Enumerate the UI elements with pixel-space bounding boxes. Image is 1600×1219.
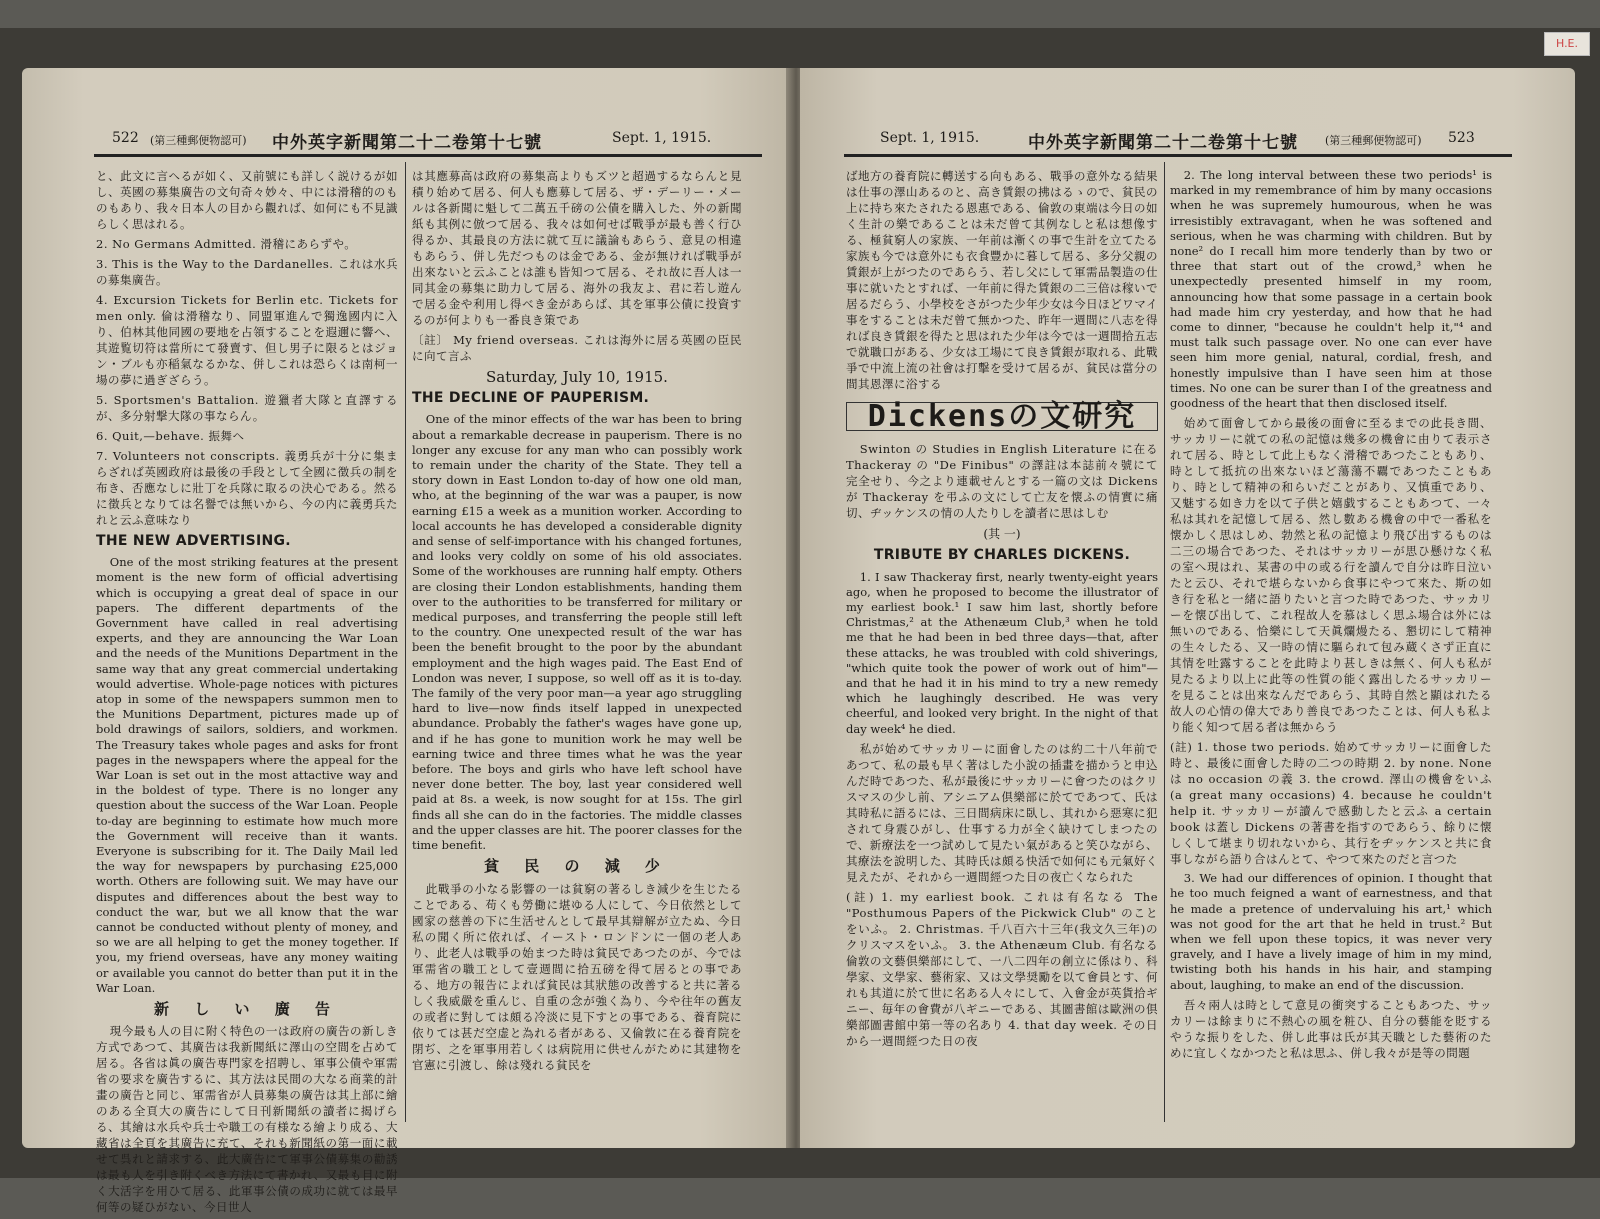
note: 4. Excursion Tickets for Berlin etc. Tickets for men only. 倫は滑稽なり、同盟軍進んで獨逸國内に入り、伯林其他同國の要地を占領することを遐邇に響へ、其遊覧切符は當所にて發賣す、但し男子に限るとはジョン・ブルも亦稲氣なるかな、併しこれは恐らくは南柯一場の夢に過ぎざらう。	[96, 293, 398, 387]
article-body-jp: 始めて面會してから最後の面會に至るまでの此長き間、サッカリーに就ての私の記憶は幾多の機會に由りて表示されて居る、時として此上もなく滑稽であつたこともあり、時として抵抗の出來ないほど蕩蕩不覊であつたこともあり、時として精神の和らいだことがあり、又慎重であり、又魅する如き力を以て子供と嬉戯することもあつて、一々私は其れを記憶して居る、然し數ある機會の中で一番私を懐かしく思はしめ、勃然と私の記憶より飛び出するものは二三の場合であつた、それはサッカリーが思ひ懸けなく私の室へ現はれ、某書の中の或る行を讀んで自分は昨日泣いたと云ひ、それで堪らないから食事にやつて來た、斯の如き行を私と一緒に語りたいと言つた時であつた、サッカリーを懐び出して、これ程故人を慕はしく思ふ場合は外には無いのである、恰樂にして天眞爛熳たる、懇切にして精神の生々したる、又一時の情に驅られて包み蔵くさず正直に其情を吐露することを此時より甚しきは無く、何人も私が見たるより以上に此等の性質の能く露出したるサッカリーを見ることは出來なんだであらう、其時自然と顯はれたる故人の心情の偉大であり善良であつたことは、何人も私より能く知つて居る者は無からう	[1170, 416, 1492, 735]
article-heading: THE DECLINE OF PAUPERISM.	[412, 390, 650, 407]
left-column-2	[412, 168, 742, 1077]
article-heading: TRIBUTE BY CHARLES DICKENS.	[873, 547, 1131, 564]
article-heading-jp: 新 し い 廣 告	[154, 1000, 340, 1019]
article-body: 1. I saw Thackeray first, nearly twenty-eight years ago, when he proposed to become the illustrator of my earliest book.¹ I saw him last, shortly before Christmas,² at the Athenæum Club,³ when he told me that he had been in bed three days—that, after these attacks, he was troubled with cold shiverings, "which quite took the power of work out of him"—and that he had it in his mind to try a new remedy which he laughingly described. He was very cheerful, and looked very bright. In the night of that day week⁴ he died.	[846, 569, 1158, 736]
notes: (註) 1. my earliest book. これは有名なる The "Posthumous Papers of the Pickwick Club" のことをいふ。 2. Christmas. 千八百六十三年(我文久三年)のクリスマスをいふ。 3. the Athenæum Club. 有名なる倫敦の文藝倶樂部にして、一八二四年の創立に係はり、科學家、文學家、藝術家、又は文學奨勵を以て會員とす、何れも其道に於て世に名ある人々にして、入會金が英貨拾ギニー、毎年の會費が八ギニーである、其圖書館は歐洲の倶樂部圖書館中第一等の名あり 4. that day week. その日から一週間經つた日の夜	[846, 889, 1158, 1048]
col-intro-jp: ば地方の養育院に轉送する向もある、戰爭の意外なる結果は仕事の澤山あるのと、高き賃銀の拂はるゝので、貧民の上に持ち來たされたる恩惠である、倫敦の東端は今日の如く生計の樂であることは未だ曾て其例なしと私は想像する、極貧窮人の家族、一年前は漸くの事で生計を立てたる家族も今では意外にも衣食豐かに暮して居る、多分父親の賃銀が上がつたのであらう、若し父にして軍需品製造の仕事に就いたとすれば、一年前に得た賃銀の二三倍は稼いで居るだらう、小學校をさがつた少年少女は今日ほどワマイ事をすることは未だ曾て無かつた、昨年一週間に八志を得れば良き賃銀を得たと思はれた少年は今では一週間拾五志で就職口がある、少女は工場にて良き賃銀が取れる、此戰爭で中流上流の社會は打擊を受けて居るが、貧民は當分の間其恩澤に浴する	[846, 169, 1158, 391]
issue-date: Saturday, July 10, 1915.	[486, 368, 668, 386]
article-body: One of the minor effects of the war has been to bring about a remarkable decrease in pauperism. There is no longer any excuse for any man who can possibly work to remain under the charity of the State. They tell a story down in East London to-day of how one old man, who, at the beginning of the war was a pauper, is now earning £15 a week as a munition worker. According to local accounts he has developed a considerable dignity and sense of self-importance with his changed fortunes, and looks very coldly on some of his old associates. Some of the workhouses are running half empty. Others are closing their London establishments, handing them over to the authorities to be transferred for military or medical purposes, and transferring the people still left to the country. One unexpected result of the war has been the benefit brought to the poor by the abundant employment and the high wages paid. The East End of London was never, I suppose, so well off as it is to-day. The family of the very poor man—a year ago struggling hard to live—now finds itself lapped in unexpected abundance. Probably the father's wages have gone up, and if he has gone to munition work he may well be earning twice and three times what he was the year before. The boys and girls who have left school have never done better. The boy, last year considered well paid at 8s. a week, is now sought for at 15s. The girl finds all she can do in the factories. The middle classes and the upper classes are hit. The poorer classes for the time benefit.	[412, 412, 742, 853]
notes: (註) 1. those two periods. 始めてサッカリーに面會した時と、最後に面會した時の二つの時期 2. by none. None は no occasion の義 3. the crowd. 澤山の機會をいふ (a great many occasions) 4. because he couldn't help it. サッカリーが讀んで感動したと云ふ a certain book は蓋し Dickens の著書を指すのであらう、餘りに懐しくして堪まり切れないから、其行をヂッケンスと共に食事しながら語り合はんとて、やつて來たのだと言つた	[1170, 740, 1492, 867]
left-header-date: Sept. 1, 1915.	[612, 130, 712, 146]
note: 2. No Germans Admitted. 滑稽にあらずや。	[96, 237, 357, 251]
section-title-box: Dickensの文研究	[846, 402, 1158, 431]
left-header-rule	[94, 154, 762, 157]
left-page-number: 522	[112, 130, 139, 146]
right-page-number: 523	[1448, 130, 1475, 146]
note: 6. Quit,—behave. 振舞へ	[96, 429, 245, 443]
left-column-divider	[405, 162, 406, 1122]
article-body-jp: 現今最も人の目に附く特色の一は政府の廣告の新しき方式であつて、其廣告は我新聞紙に澤山の空間を占めて居る。各省は眞の廣告専門家を招聘し、軍事公債や軍需省の要求を廣告するに、其方法は民間の大なる商業的計畫の廣告と同じ、軍需省が人員募集の廣告は其上部に繪のある全頁大の廣告にして日刊新聞紙の讀者に揭げらる、其繪は水兵や兵士や職工の有様なる繪より成る、大藏省は全頁を其廣告に充て、それも新聞紙の第一面に載せて呉れと請求する、此大廣告にて軍事公債募集の勸誘は最も人を引き附くべき方法にて書かれ、又最も目に附く大活字を用ひて居る、此軍事公債の成功に就ては最早何等の疑ひがない、今日世人	[96, 1024, 398, 1215]
article-heading: THE NEW ADVERTISING.	[96, 533, 291, 549]
right-column-divider	[1164, 162, 1165, 1122]
note: 7. Volunteers not conscripts. 義勇兵が十分に集まらざれば英國政府は最後の手段として全國に徴兵の制を布き、否應なしに壯丁を兵隊に取るの決心である。然るに徴兵となりては名譽では無いから、今の内に義勇兵たれと云ふ意味なり	[96, 449, 398, 527]
right-permit: (第三種郵便物認可)	[1325, 134, 1422, 147]
right-masthead: 中外英字新聞第二十二卷第十七號	[1028, 133, 1298, 153]
article-body-jp: 私が始めてサッカリーに面會したのは約二十八年前であつて、私の最も早く著はした小說の插畫を描かうと申込んだ時であつた、私が最後にサッカリーに會つたのはクリスマスの少し前、アシニアム倶樂部に於てであつて、氏は其時私に語るには、三日間病床に臥し、其れから惡寒に犯されて身震ひがし、仕事する力が全く缺けてしまつたので、新療法を一つ試めして見たい氣があると笑ひながら、其療法を說明した、其時氏は頗る快活で如何にも元氣好く見えたが、それから一週間經つた日の夜亡くなられた	[846, 741, 1158, 884]
right-column-2	[1170, 168, 1492, 1065]
right-column-1	[846, 168, 1158, 1053]
article-heading-jp: 貧 民 の 減 少	[484, 857, 670, 876]
right-header-date: Sept. 1, 1915.	[880, 130, 980, 146]
book-spread	[0, 28, 1600, 1215]
article-body: One of the most striking features at the present moment is the new form of official advertising which is occupying a great deal of space in our papers. The different departments of the Government have called in real advertising experts, and they are announcing the War Loan and the needs of the Munitions Department in the same way that any great commercial undertaking would advertise. Whole-page notices with pictures atop in some of the newspapers summon men to the Munitions Department, pictures made up of bold drawings of sailors, soldiers, and workmen. The Treasury takes whole pages and asks for front pages in the newspapers where the appeal for the War Loan is set out in the most attactive way and in the boldest of type. There is no longer any question about the success of the War Loan. People to-day are beginning to estimate how much more the Government will receive than it wants. Everyone is subscribing for it. The Daily Mail led the way for newspapers by purchasing £25,000 worth. Others are following suit. We may have our disputes and differences about the best way to conduct the war, but we all know that the war cannot be conducted without plenty of money, and so we are all helping to get the money together. If you, my friend overseas, have any money waiting or available you cannot do better than put it in the War Loan.	[96, 555, 398, 995]
right-header-rule	[844, 154, 1512, 157]
col-intro-jp: は其應募高は政府の募集高よりもズツと超過するならんと見積り始めて居る、何人も應募して居る、ザ・デーリー・メールは各新聞に魁して二萬五千磅の公債を購入した、外の新聞紙も其例に倣つて居る、我々は如何せば戰爭が最も善く行ひ得るか、其最良の方法に就て互に議論もあらう、意見の相違もあらう、併し先だつものは金である、金が無ければ戰爭が出來ないと云ふことは誰も皆知つて居る、それ故に吾人は一同其金の募集に助力して居る、海外の我友よ、君に若し遊んで居る金や利用し得べき金があらば、其を軍事公債に投資するのが何よりも一番良き策であ	[412, 169, 742, 327]
col-intro-jp: と、此文に言へるが如く、又前號にも詳しく説けるが如し、英國の募集廣告の文句奇々妙々、中には滑稽的のものもあり、我々日本人の目から觀れば、如何にも不見識らしく思はれる。	[96, 169, 398, 231]
article-body: 2. The long interval between these two periods¹ is marked in my remembrance of him by many occasions when he was supremely humourous, when he was irresistibly extravagant, when he was softened and serious, when he was charming with children. But by none² do I recall him more tenderly than by two or three that start out of the crowd,³ when he unexpectedly presented himself in my room, announcing how that some passage in a certain book had made him cry yesterday, and how that he had come to dinner, "because he couldn't help it,"⁴ and must talk such passage over. No one can ever have seen him more genial, natural, cordial, fresh, and honestly impulsive than I have seen him at those times. No one can be surer than I of the greatness and goodness of the heart that then disclosed itself.	[1170, 168, 1492, 411]
left-page	[22, 68, 792, 1215]
article-body-jp: 吾々兩人は時として意見の衝突することもあつた、サッカリーは餘まりに不熱心の風を粧ひ、自分の藝能を貶するやうな振りをした、併し此事は氏が其天職とした藝術のために宜しくなかつたと私は思ふ、併し我々が是等の問題	[1170, 997, 1492, 1060]
corner-tag: H.E.	[1544, 32, 1590, 56]
article-body-jp: 此戰爭の小なる影響の一は貧窮の著るしき減少を生じたることである、苟くも勞働に堪ゆる人にして、今日依然として國家の慈善の下に生活せんとして最早其辯解が立たぬ、今日私の聞く所に依れば、イースト・ロンドンに一個の老人あり、此老人は戰爭の始まつた時は貧民であつたのが、今では軍需省の職工として壹週間に拾五磅を得て居るとの事である、地方の報告によれば貧民は其狀態の改善すると共に著るしく我威嚴を重んじ、自重の念が強く為り、今や往年の舊友の或者に對しては頗る冷淡に見下すとの事である、養育院に依りては甚だ空虚と為れる者がある、又倫敦に在る養育院を閉ぢ、之を軍事用若しくは病院用に供せんがために其建物を官憲に引渡し、餘は殘れる貧民を	[412, 881, 742, 1072]
note: 3. This is the Way to the Dardanelles. これは水兵の募集廣告。	[96, 257, 398, 287]
left-permit: (第三種郵便物認可)	[150, 134, 247, 147]
part-label: (其 一)	[983, 527, 1021, 542]
left-column-1	[96, 168, 398, 1219]
left-masthead: 中外英字新聞第二十二卷第十七號	[272, 133, 542, 153]
note: 5. Sportsmen's Battalion. 遊獵者大隊と直譯するが、多分射撃大隊の事ならん。	[96, 393, 398, 423]
article-body: 3. We had our differences of opinion. I thought that he too much feigned a want of earnestness, and that he made a pretence of undervaluing his art,¹ which was not good for the art that he held in trust.² But when we fell upon these topics, it was never very gravely, and I have a lively image of him in my mind, twisting both his hands in his hair, and stamping about, laughing, to make an end of the discussion.	[1170, 871, 1492, 992]
note: 〔註〕 My friend overseas. これは海外に居る英國の臣民に向て言ふ	[412, 333, 742, 363]
right-page	[800, 68, 1575, 1148]
section-intro-jp: Swinton の Studies in English Literature に在る Thackeray の "De Finibus" の譯註は本誌前々號にて完全せり、今之より連載せんとする一篇の文は Dickens が Thackeray を弔ふの文にして亡友を懐ふの情實に痛切、ヂッケンスの情の人たりしを讀者に思はしむ	[846, 442, 1158, 521]
